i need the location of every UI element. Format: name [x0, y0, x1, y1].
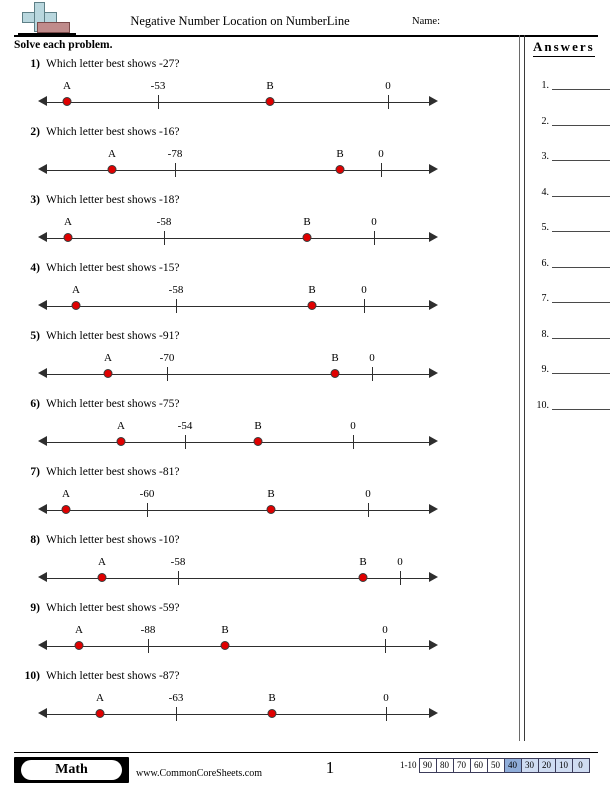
axis-tick [372, 367, 373, 381]
arrow-left-icon [38, 436, 47, 446]
point-label: B [336, 148, 344, 160]
tick-label: 0 [369, 352, 375, 364]
point-marker[interactable] [117, 437, 126, 446]
axis-tick [178, 571, 179, 585]
page-title: Negative Number Location on NumberLine [130, 14, 350, 28]
commoncoresheets-logo-icon [18, 2, 78, 34]
problem-item [0, 194, 505, 262]
answer-row[interactable] [530, 218, 610, 254]
page-header [0, 0, 612, 36]
tick-label: 0 [371, 216, 377, 228]
logo-brick [37, 22, 70, 33]
point-marker[interactable] [62, 505, 71, 514]
point-marker[interactable] [98, 573, 107, 582]
axis-tick [164, 231, 165, 245]
problem-question: Which letter best shows -15? [46, 262, 180, 274]
arrow-right-icon [429, 368, 438, 378]
arrow-right-icon [429, 164, 438, 174]
score-cell: 90 [419, 758, 437, 773]
answer-row[interactable] [530, 254, 610, 290]
problem-number: 6) [30, 398, 40, 410]
answer-row[interactable] [530, 360, 610, 396]
answer-row[interactable] [530, 289, 610, 325]
arrow-left-icon [38, 300, 47, 310]
tick-label: 0 [350, 420, 356, 432]
problem-question: Which letter best shows -91? [46, 330, 180, 342]
number-line-axis [46, 102, 432, 103]
problem-item [0, 330, 505, 398]
number-line [0, 284, 460, 326]
tick-label: 0 [365, 488, 371, 500]
problem-question: Which letter best shows -59? [46, 602, 180, 614]
tick-label: -58 [170, 556, 186, 568]
number-line-axis [46, 442, 432, 443]
problem-number: 10) [24, 670, 40, 682]
point-label: A [104, 352, 112, 364]
arrow-right-icon [429, 436, 438, 446]
number-line-axis [46, 306, 432, 307]
answer-number: 9. [541, 364, 549, 375]
score-cell-list [420, 758, 590, 773]
point-label: B [308, 284, 316, 296]
number-line [0, 488, 460, 530]
problem-item [0, 466, 505, 534]
problem-number: 4) [30, 262, 40, 274]
problem-question: Which letter best shows -81? [46, 466, 180, 478]
problem-question: Which letter best shows -87? [46, 670, 180, 682]
point-marker[interactable] [336, 165, 345, 174]
answer-number: 1. [541, 80, 549, 91]
score-cell: 70 [453, 758, 471, 773]
answer-number: 10. [536, 399, 549, 411]
number-line [0, 420, 460, 462]
tick-label: -60 [139, 488, 155, 500]
footer-divider [14, 752, 598, 753]
axis-tick [158, 95, 159, 109]
point-label: B [359, 556, 367, 568]
score-cell: 40 [504, 758, 522, 773]
tick-label: 0 [397, 556, 403, 568]
axis-tick [176, 299, 177, 313]
problem-number: 9) [30, 602, 40, 614]
axis-tick [167, 367, 168, 381]
answer-row[interactable] [530, 147, 610, 183]
point-label: B [221, 624, 229, 636]
tick-label: -88 [140, 624, 156, 636]
problem-item [0, 398, 505, 466]
arrow-right-icon [429, 300, 438, 310]
axis-tick [381, 163, 382, 177]
arrow-right-icon [429, 640, 438, 650]
answer-blank-line[interactable] [552, 338, 610, 339]
arrow-right-icon [429, 96, 438, 106]
number-line-axis [46, 170, 432, 171]
point-label: A [75, 624, 83, 636]
axis-tick [175, 163, 176, 177]
arrow-left-icon [38, 640, 47, 650]
tick-label: 0 [378, 148, 384, 160]
point-marker[interactable] [104, 369, 113, 378]
answer-row[interactable] [530, 76, 610, 112]
answer-number: 5. [541, 222, 549, 233]
axis-tick [385, 639, 386, 653]
problem-number: 8) [30, 534, 40, 546]
answer-number: 8. [541, 328, 549, 340]
answer-row[interactable] [530, 183, 610, 219]
point-marker[interactable] [221, 641, 230, 650]
answer-row[interactable] [530, 396, 610, 432]
arrow-left-icon [38, 504, 47, 514]
problem-number: 2) [30, 126, 40, 138]
problem-number: 3) [30, 194, 40, 206]
point-marker[interactable] [75, 641, 84, 650]
tick-label: 0 [383, 692, 389, 704]
point-label: A [96, 692, 104, 704]
score-range-label: 1-10 [400, 760, 417, 770]
axis-tick [148, 639, 149, 653]
tick-label: 0 [361, 284, 367, 296]
point-label: B [331, 352, 339, 364]
point-marker[interactable] [308, 301, 317, 310]
problem-item [0, 58, 505, 126]
point-label: B [254, 420, 262, 432]
point-label: A [117, 420, 125, 432]
answer-blank-line[interactable] [552, 89, 610, 90]
point-marker[interactable] [254, 437, 263, 446]
score-cell: 60 [470, 758, 488, 773]
subject-badge-label: Math [21, 760, 122, 780]
tick-label: -63 [168, 692, 184, 704]
problem-question: Which letter best shows -10? [46, 534, 180, 546]
arrow-left-icon [38, 708, 47, 718]
number-line [0, 80, 460, 122]
number-line [0, 148, 460, 190]
point-label: B [267, 488, 275, 500]
tick-label: 0 [382, 624, 388, 636]
score-cell: 10 [555, 758, 573, 773]
point-label: A [98, 556, 106, 568]
point-marker[interactable] [266, 97, 275, 106]
tick-label: -58 [168, 284, 184, 296]
problem-item [0, 670, 505, 738]
subject-badge [14, 757, 129, 783]
tick-label: -78 [167, 148, 183, 160]
arrow-left-icon [38, 572, 47, 582]
tick-label: -70 [159, 352, 175, 364]
axis-tick [368, 503, 369, 517]
arrow-right-icon [429, 572, 438, 582]
score-cell: 30 [521, 758, 539, 773]
problem-question: Which letter best shows -27? [46, 58, 180, 70]
number-line [0, 352, 460, 394]
point-label: B [303, 216, 311, 228]
point-marker[interactable] [268, 709, 277, 718]
problem-list [0, 58, 505, 738]
point-marker[interactable] [96, 709, 105, 718]
axis-tick [147, 503, 148, 517]
point-marker[interactable] [267, 505, 276, 514]
answer-blank-line[interactable] [552, 267, 610, 268]
number-line-axis [46, 510, 432, 511]
answer-blank-line[interactable] [552, 302, 610, 303]
axis-tick [353, 435, 354, 449]
problem-question: Which letter best shows -75? [46, 398, 180, 410]
axis-tick [364, 299, 365, 313]
axis-tick [176, 707, 177, 721]
number-line [0, 216, 460, 258]
arrow-left-icon [38, 232, 47, 242]
arrow-right-icon [429, 708, 438, 718]
answer-blank-line[interactable] [552, 409, 610, 410]
score-cell: 20 [538, 758, 556, 773]
page-number: 1 [325, 758, 335, 777]
answer-number: 7. [541, 293, 549, 304]
tick-label: -54 [177, 420, 193, 432]
arrow-right-icon [429, 232, 438, 242]
number-line [0, 556, 460, 598]
point-label: A [63, 80, 71, 92]
tick-label: -58 [156, 216, 172, 228]
point-label: A [64, 216, 72, 228]
answers-divider-outer [519, 35, 520, 741]
point-marker[interactable] [303, 233, 312, 242]
answer-blank-line[interactable] [552, 231, 610, 232]
answers-divider-inner [524, 35, 525, 741]
arrow-left-icon [38, 96, 47, 106]
point-label: B [268, 692, 276, 704]
answer-number: 4. [541, 186, 549, 198]
name-label: Name: [412, 16, 440, 27]
answer-row[interactable] [530, 325, 610, 361]
problem-item [0, 262, 505, 330]
point-label: A [108, 148, 116, 160]
answer-row[interactable] [530, 112, 610, 148]
problem-item [0, 534, 505, 602]
answer-number: 2. [541, 115, 549, 127]
score-scale [400, 757, 590, 773]
problem-question: Which letter best shows -18? [46, 194, 180, 206]
problem-number: 1) [30, 58, 40, 70]
site-url: www.CommonCoreSheets.com [136, 768, 263, 779]
arrow-left-icon [38, 368, 47, 378]
arrow-left-icon [38, 164, 47, 174]
instructions-text: Solve each problem. [14, 39, 113, 51]
answer-number: 3. [541, 151, 549, 162]
point-label: B [266, 80, 274, 92]
problem-item [0, 126, 505, 194]
number-line [0, 624, 460, 666]
point-marker[interactable] [72, 301, 81, 310]
point-marker[interactable] [64, 233, 73, 242]
problem-question: Which letter best shows -16? [46, 126, 180, 138]
problem-item [0, 602, 505, 670]
arrow-right-icon [429, 504, 438, 514]
number-line-axis [46, 646, 432, 647]
axis-tick [374, 231, 375, 245]
axis-tick [386, 707, 387, 721]
point-label: A [72, 284, 80, 296]
answer-blank-line[interactable] [552, 160, 610, 161]
header-divider [14, 35, 598, 37]
tick-label: -53 [150, 80, 166, 92]
answer-blank-line[interactable] [552, 125, 610, 126]
axis-tick [185, 435, 186, 449]
point-marker[interactable] [359, 573, 368, 582]
point-marker[interactable] [108, 165, 117, 174]
answer-blank-line[interactable] [552, 373, 610, 374]
tick-label: 0 [385, 80, 391, 92]
problem-number: 7) [30, 466, 40, 478]
axis-tick [388, 95, 389, 109]
score-cell: 0 [572, 758, 590, 773]
number-line [0, 692, 460, 734]
point-label: A [62, 488, 70, 500]
score-cell: 50 [487, 758, 505, 773]
answer-number: 6. [541, 257, 549, 269]
point-marker[interactable] [63, 97, 72, 106]
point-marker[interactable] [331, 369, 340, 378]
axis-tick [400, 571, 401, 585]
answers-heading: Answers [533, 39, 595, 57]
score-cell: 80 [436, 758, 454, 773]
answer-blank-line[interactable] [552, 196, 610, 197]
problem-number: 5) [30, 330, 40, 342]
answers-list [530, 76, 610, 431]
